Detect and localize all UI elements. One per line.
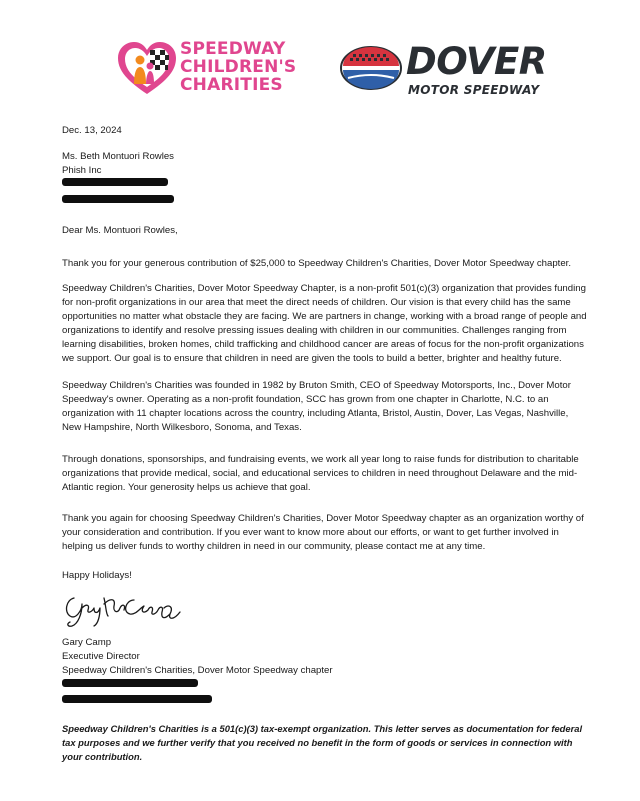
paragraph: Speedway Children's Charities was founded in 1982 by Bruton Smith, CEO of Speedway Motorsports, Inc., Dover Motor Speedway's owner. Operating as a non-profit foundation, SCC has grown from one chapter in Charlotte, N.C. to an organization with 11 chapter locations across the country, including Atlanta, Bristol, Austin, Dover, Las Vegas, Nashville, New Hampshire, North Wilkesboro, Sonoma, and Texas. xyxy=(62,380,571,433)
paragraph: Thank you again for choosing Speedway Children's Charities, Dover Motor Speedway chapter as an organization worthy of your consideration and contribution. If you ever want to know more about our efforts, or want to get further involved in helping us deliver funds to worthy children in need in our community, please contact me at any time. xyxy=(62,513,584,552)
dover-logo xyxy=(340,40,547,100)
signer-name: Gary Camp xyxy=(62,637,112,648)
signer-organization: Speedway Children's Charities, Dover Motor Speedway chapter xyxy=(62,665,333,676)
signer-block xyxy=(62,636,590,678)
redaction-bar xyxy=(62,178,168,186)
closing: Happy Holidays! xyxy=(62,570,132,581)
scc-wordmark xyxy=(180,40,296,94)
scc-wordmark-line: SPEEDWAY xyxy=(180,39,286,59)
paragraph: Through donations, sponsorships, and fundraising events, we work all year long to raise funds for distribution to charitable organizations that provide medical, social, and educational services to children in need throughout Delaware and the mid-Atlantic region. Your generosity helps us achieve that goal. xyxy=(62,454,579,493)
scc-logo xyxy=(116,36,316,100)
redaction-bar xyxy=(62,695,212,703)
dover-subtitle: MOTOR SPEEDWAY xyxy=(408,83,540,97)
dover-track-icon xyxy=(340,46,402,90)
paragraph: Thank you for your generous contribution of $25,000 to Speedway Children's Charities, Dover Motor Speedway chapter. xyxy=(62,258,571,269)
recipient-name: Ms. Beth Montuori Rowles xyxy=(62,151,174,162)
scc-wordmark-line: CHARITIES xyxy=(180,75,283,95)
salutation: Dear Ms. Montuori Rowles, xyxy=(62,225,178,236)
heart-logo-icon xyxy=(116,40,178,96)
redaction-bar xyxy=(62,195,174,203)
signer-title: Executive Director xyxy=(62,651,140,662)
scc-wordmark-line: CHILDREN'S xyxy=(180,57,297,77)
recipient-company: Phish Inc xyxy=(62,165,102,176)
recipient-address xyxy=(62,150,590,178)
paragraph: Speedway Children's Charities, Dover Motor Speedway Chapter, is a non-profit 501(c)(3) organization that provides funding for non-profit organizations in our area that meet the direct needs of children. Our vision is that every child has the same opportunities no matter what obstacle they are facing. We are partners in change, working with a broad range of people and organizations to identify and resolve pressing issues dealing with children in our communities. Challenges ranging from learning disabilities, broken homes, child trafficking and childhood cancer are areas of focus for the non-profit organizations we support. Our goal is to ensure that children in need are given the tools to build a better, brighter and healthy future. xyxy=(62,283,587,364)
dover-name: DOVER xyxy=(406,40,547,83)
letter-date: Dec. 13, 2024 xyxy=(62,125,122,136)
tax-footer: Speedway Children's Charities is a 501(c)(3) tax-exempt organization. This letter serves as documentation for federal tax purposes and we further verify that you received no benefit in the form of goods or services in connection with your contribution. xyxy=(62,723,583,762)
redaction-bar xyxy=(62,679,198,687)
handwritten-signature xyxy=(60,584,210,630)
